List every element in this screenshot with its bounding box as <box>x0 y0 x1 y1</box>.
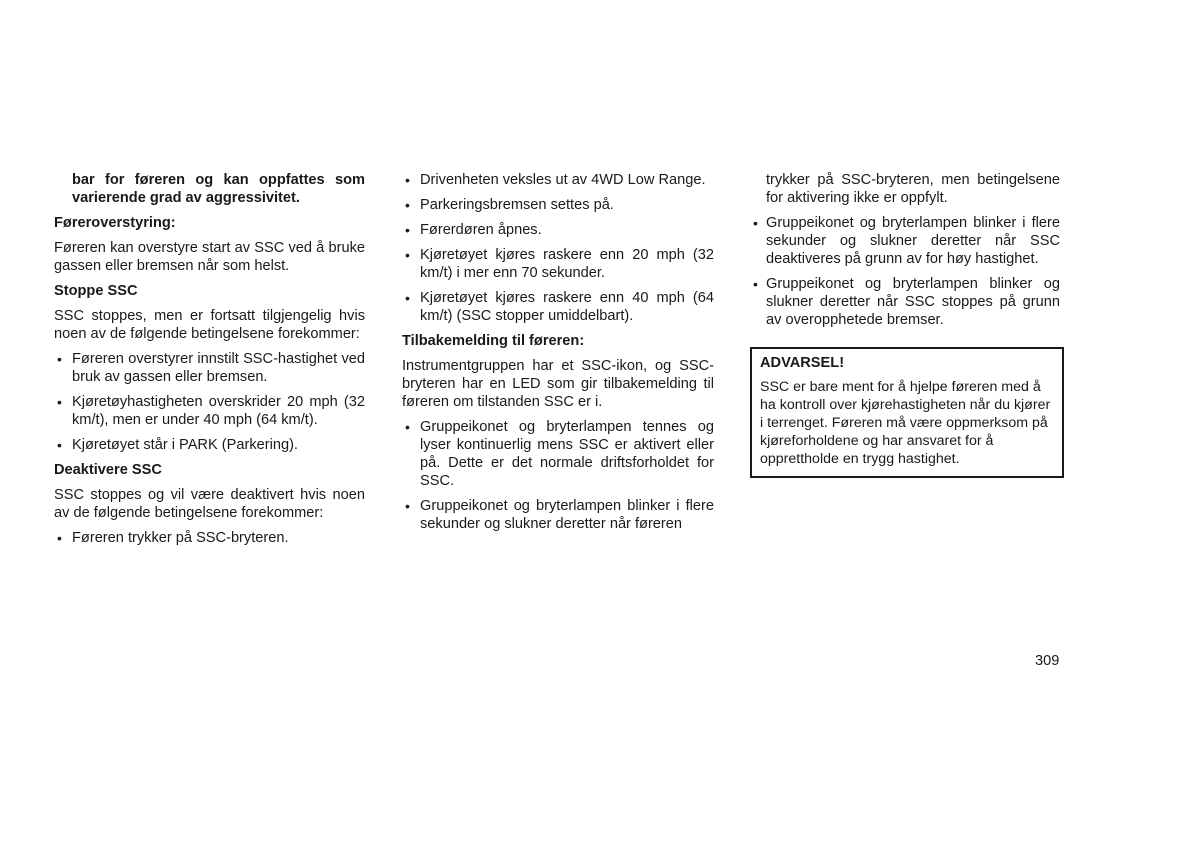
list-item: • Gruppeikonet og bryterlampen tennes og lyser kontinuerlig mens SSC er aktivert eller på. Dette er det normale driftsforholdet for SSC. <box>405 419 714 489</box>
column-left <box>54 171 365 554</box>
bullet-icon: • <box>753 215 758 231</box>
bullet-icon: • <box>57 530 62 546</box>
warning-title: ADVARSEL! <box>760 355 845 371</box>
bullet-icon: • <box>405 197 410 213</box>
list-item: • Føreren trykker på SSC-bryteren. <box>57 530 289 546</box>
heading-driver-override: Føreroverstyring: <box>54 215 176 231</box>
list-item: • Gruppeikonet og bryterlampen blinker i flere sekunder og slukner deretter når føreren <box>405 498 714 532</box>
list-item: • Kjøretøyet står i PARK (Parkering). <box>57 437 298 453</box>
list-item: • Gruppeikonet og bryterlampen blinker og slukner deretter når SSC stoppes på grunn av overopphetede bremser. <box>753 276 1060 328</box>
column-middle <box>402 171 714 540</box>
bullet-icon: • <box>57 437 62 453</box>
paragraph-driver-feedback: Instrumentgruppen har et SSC-ikon, og SSC-bryteren har en LED som gir tilbakemelding til føreren om tilstanden SSC er i. <box>402 358 714 410</box>
list-item: • Parkeringsbremsen settes på. <box>405 197 614 213</box>
warning-body: SSC er bare ment for å hjelpe føreren med å ha kontroll over kjørehastigheten når du kjører i terrenget. Føreren må være oppmerksom på kjøreforholdene og har ansvaret for å opprettholde en trygg hastighet. <box>760 379 1051 467</box>
paragraph-stop-ssc: SSC stoppes, men er fortsatt tilgjengelig hvis noen av de følgende betingelsene forekommer: <box>54 308 365 342</box>
list-feedback-states-cont <box>750 214 1060 329</box>
list-deactivate-conditions-cont <box>402 171 714 325</box>
heading-deactivate-ssc: Deaktivere SSC <box>54 462 162 478</box>
bullet-icon: • <box>57 351 62 367</box>
page-number: 309 <box>1035 653 1060 669</box>
paragraph-driver-override: Føreren kan overstyre start av SSC ved å bruke gassen eller bremsen når som helst. <box>54 240 365 274</box>
bullet-icon: • <box>753 276 758 292</box>
bullet-icon: • <box>405 498 410 514</box>
heading-stop-ssc: Stoppe SSC <box>54 283 138 299</box>
list-feedback-states <box>402 418 714 533</box>
bullet-icon: • <box>405 172 410 188</box>
bullet-icon: • <box>405 290 410 306</box>
list-item: • Drivenheten veksles ut av 4WD Low Range. <box>405 172 706 188</box>
bullet-icon: • <box>405 222 410 238</box>
list-item: • Kjøretøyet kjøres raskere enn 20 mph (32 km/t) i mer enn 70 sekunder. <box>405 247 714 281</box>
list-item: • Gruppeikonet og bryterlampen blinker i flere sekunder og slukner deretter når SSC deaktiveres på grunn av for høy hastighet. <box>753 215 1060 267</box>
continued-text: bar for føreren og kan oppfattes som varierende grad av aggressivitet. <box>72 172 365 206</box>
list-deactivate-conditions <box>54 529 365 547</box>
column-right <box>750 171 1060 478</box>
paragraph-deactivate-ssc: SSC stoppes og vil være deaktivert hvis noen av de følgende betingelsene forekommer: <box>54 487 365 521</box>
list-item: • Kjøretøyhastigheten overskrider 20 mph (32 km/t), men er under 40 mph (64 km/t). <box>57 394 365 428</box>
bullet-icon: • <box>57 394 62 410</box>
list-item: • Føreren overstyrer innstilt SSC-hastighet ved bruk av gassen eller bremsen. <box>57 351 365 385</box>
list-item: • Kjøretøyet kjøres raskere enn 40 mph (64 km/t) (SSC stopper umiddelbart). <box>405 290 714 324</box>
list-stop-conditions <box>54 350 365 454</box>
heading-driver-feedback: Tilbakemelding til føreren: <box>402 333 585 349</box>
bullet-icon: • <box>405 419 410 435</box>
continued-list-text: trykker på SSC-bryteren, men betingelsene for aktivering ikke er oppfylt. <box>766 172 1060 206</box>
list-item: • Førerdøren åpnes. <box>405 222 542 238</box>
warning-box <box>750 347 1064 478</box>
bullet-icon: • <box>405 247 410 263</box>
